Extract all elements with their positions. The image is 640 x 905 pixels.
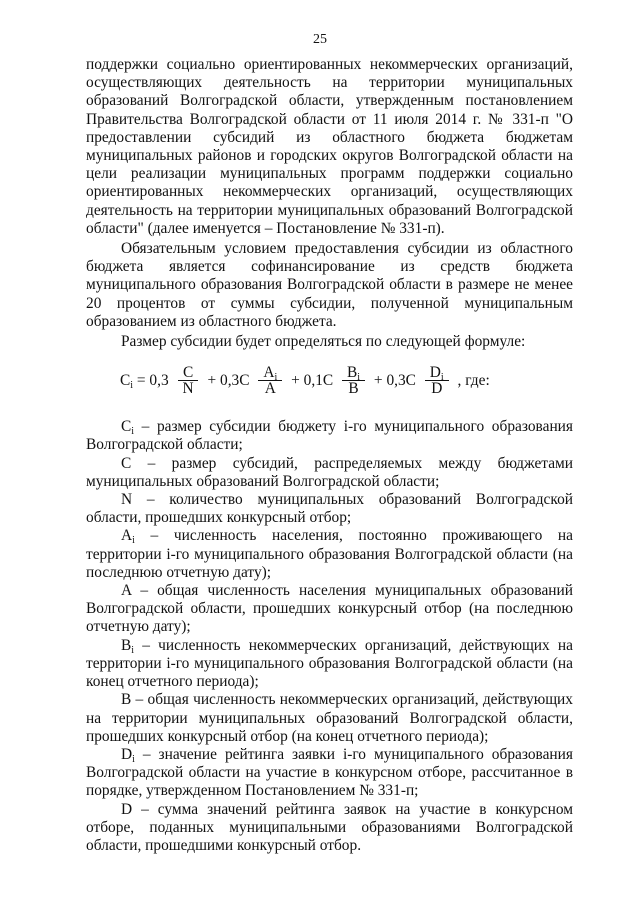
document-body xyxy=(86,56,573,855)
formula-lhs: $C_i$ xyxy=(120,371,134,391)
formula-coef-3: + 0,1C xyxy=(287,371,338,389)
definition-b: B – общая численность некоммерческих организаций, действующих на территории муниципальных образований Волгоградской области, прошедших конкурсный отбор (на конец отчетного периода); xyxy=(86,691,573,745)
fraction-di-d: $\frac{D_i}{D}$ xyxy=(425,365,449,396)
page-number: 25 xyxy=(313,32,327,47)
formula-intro: Размер субсидии будет определяться по следующей формуле: xyxy=(121,333,526,351)
fraction-c-n: $\frac{C}{N}$ xyxy=(178,365,199,396)
definition-d: D – сумма значений рейтинга заявок на участие в конкурсном отборе, поданных муниципальными образованиями Волгоградской области, прошедшими конкурсный отбор. xyxy=(86,800,573,854)
definition-a: A – общая численность населения муниципальных образований Волгоградской области, прошедших конкурсный отбор (на последнюю отчетную дату); xyxy=(86,582,573,636)
formula-coef-4: + 0,3C xyxy=(370,371,420,389)
subsidy-formula xyxy=(86,365,573,396)
formula-tail: , где: xyxy=(453,371,490,389)
definition-n: N – количество муниципальных образований Волгоградской области, прошедших конкурсный отбор; xyxy=(86,491,573,527)
fraction-ai-a: $\frac{A_i}{A}$ xyxy=(258,365,282,396)
intro-paragraph: поддержки социально ориентированных некоммерческих организаций, осуществляющих деятельность на территории муниципальных образований Волгоградской области, утвержденным постановлением Правительства Волгоградской области от 11 июля 2014 г. № 331-п "О предоставлении субсидий из областного бюджета бюджетам муниципальных районов и городских округов Волгоградской области на цели реализации муниципальных программ поддержки социально ориентированных некоммерческих организаций, осуществляющих деятельность на территории муниципальных образований Волгоградской области" (далее именуется – Постановление № 331-п). xyxy=(86,56,573,237)
definition-ci: $C_i$ – размер субсидии бюджету i-го муниципального образования Волгоградской области; xyxy=(86,418,573,454)
fraction-bi-b: $\frac{B_i}{B}$ xyxy=(342,365,365,396)
formula-coef-2: + 0,3C xyxy=(203,371,254,389)
definition-ai: $A_i$ – численность населения, постоянно проживающего на территории i-го муниципального образования Волгоградской области (на последнюю отчетную дату); xyxy=(86,527,573,581)
formula-coef-1: = 0,3 xyxy=(133,371,173,389)
condition-paragraph: Обязательным условием предоставления субсидии из областного бюджета является софинансирование из средств бюджета муниципального образования Волгоградской области в размере не менее 20 процентов от суммы субсидии, полученной муниципальным образованием из областного бюджета. xyxy=(86,240,573,330)
definition-bi: $B_i$ – численность некоммерческих организаций, действующих на территории i-го муниципального образования Волгоградской области (на конец отчетного периода); xyxy=(86,636,573,691)
definition-c: C – размер субсидий, распределяемых между бюджетами муниципальных образований Волгоградской области; xyxy=(86,454,573,490)
definition-di: $D_i$ – значение рейтинга заявки i-го муниципального образования Волгоградской области на участие в конкурсном отборе, рассчитанное в порядке, утвержденном Постановлением № 331-п; xyxy=(86,745,573,800)
